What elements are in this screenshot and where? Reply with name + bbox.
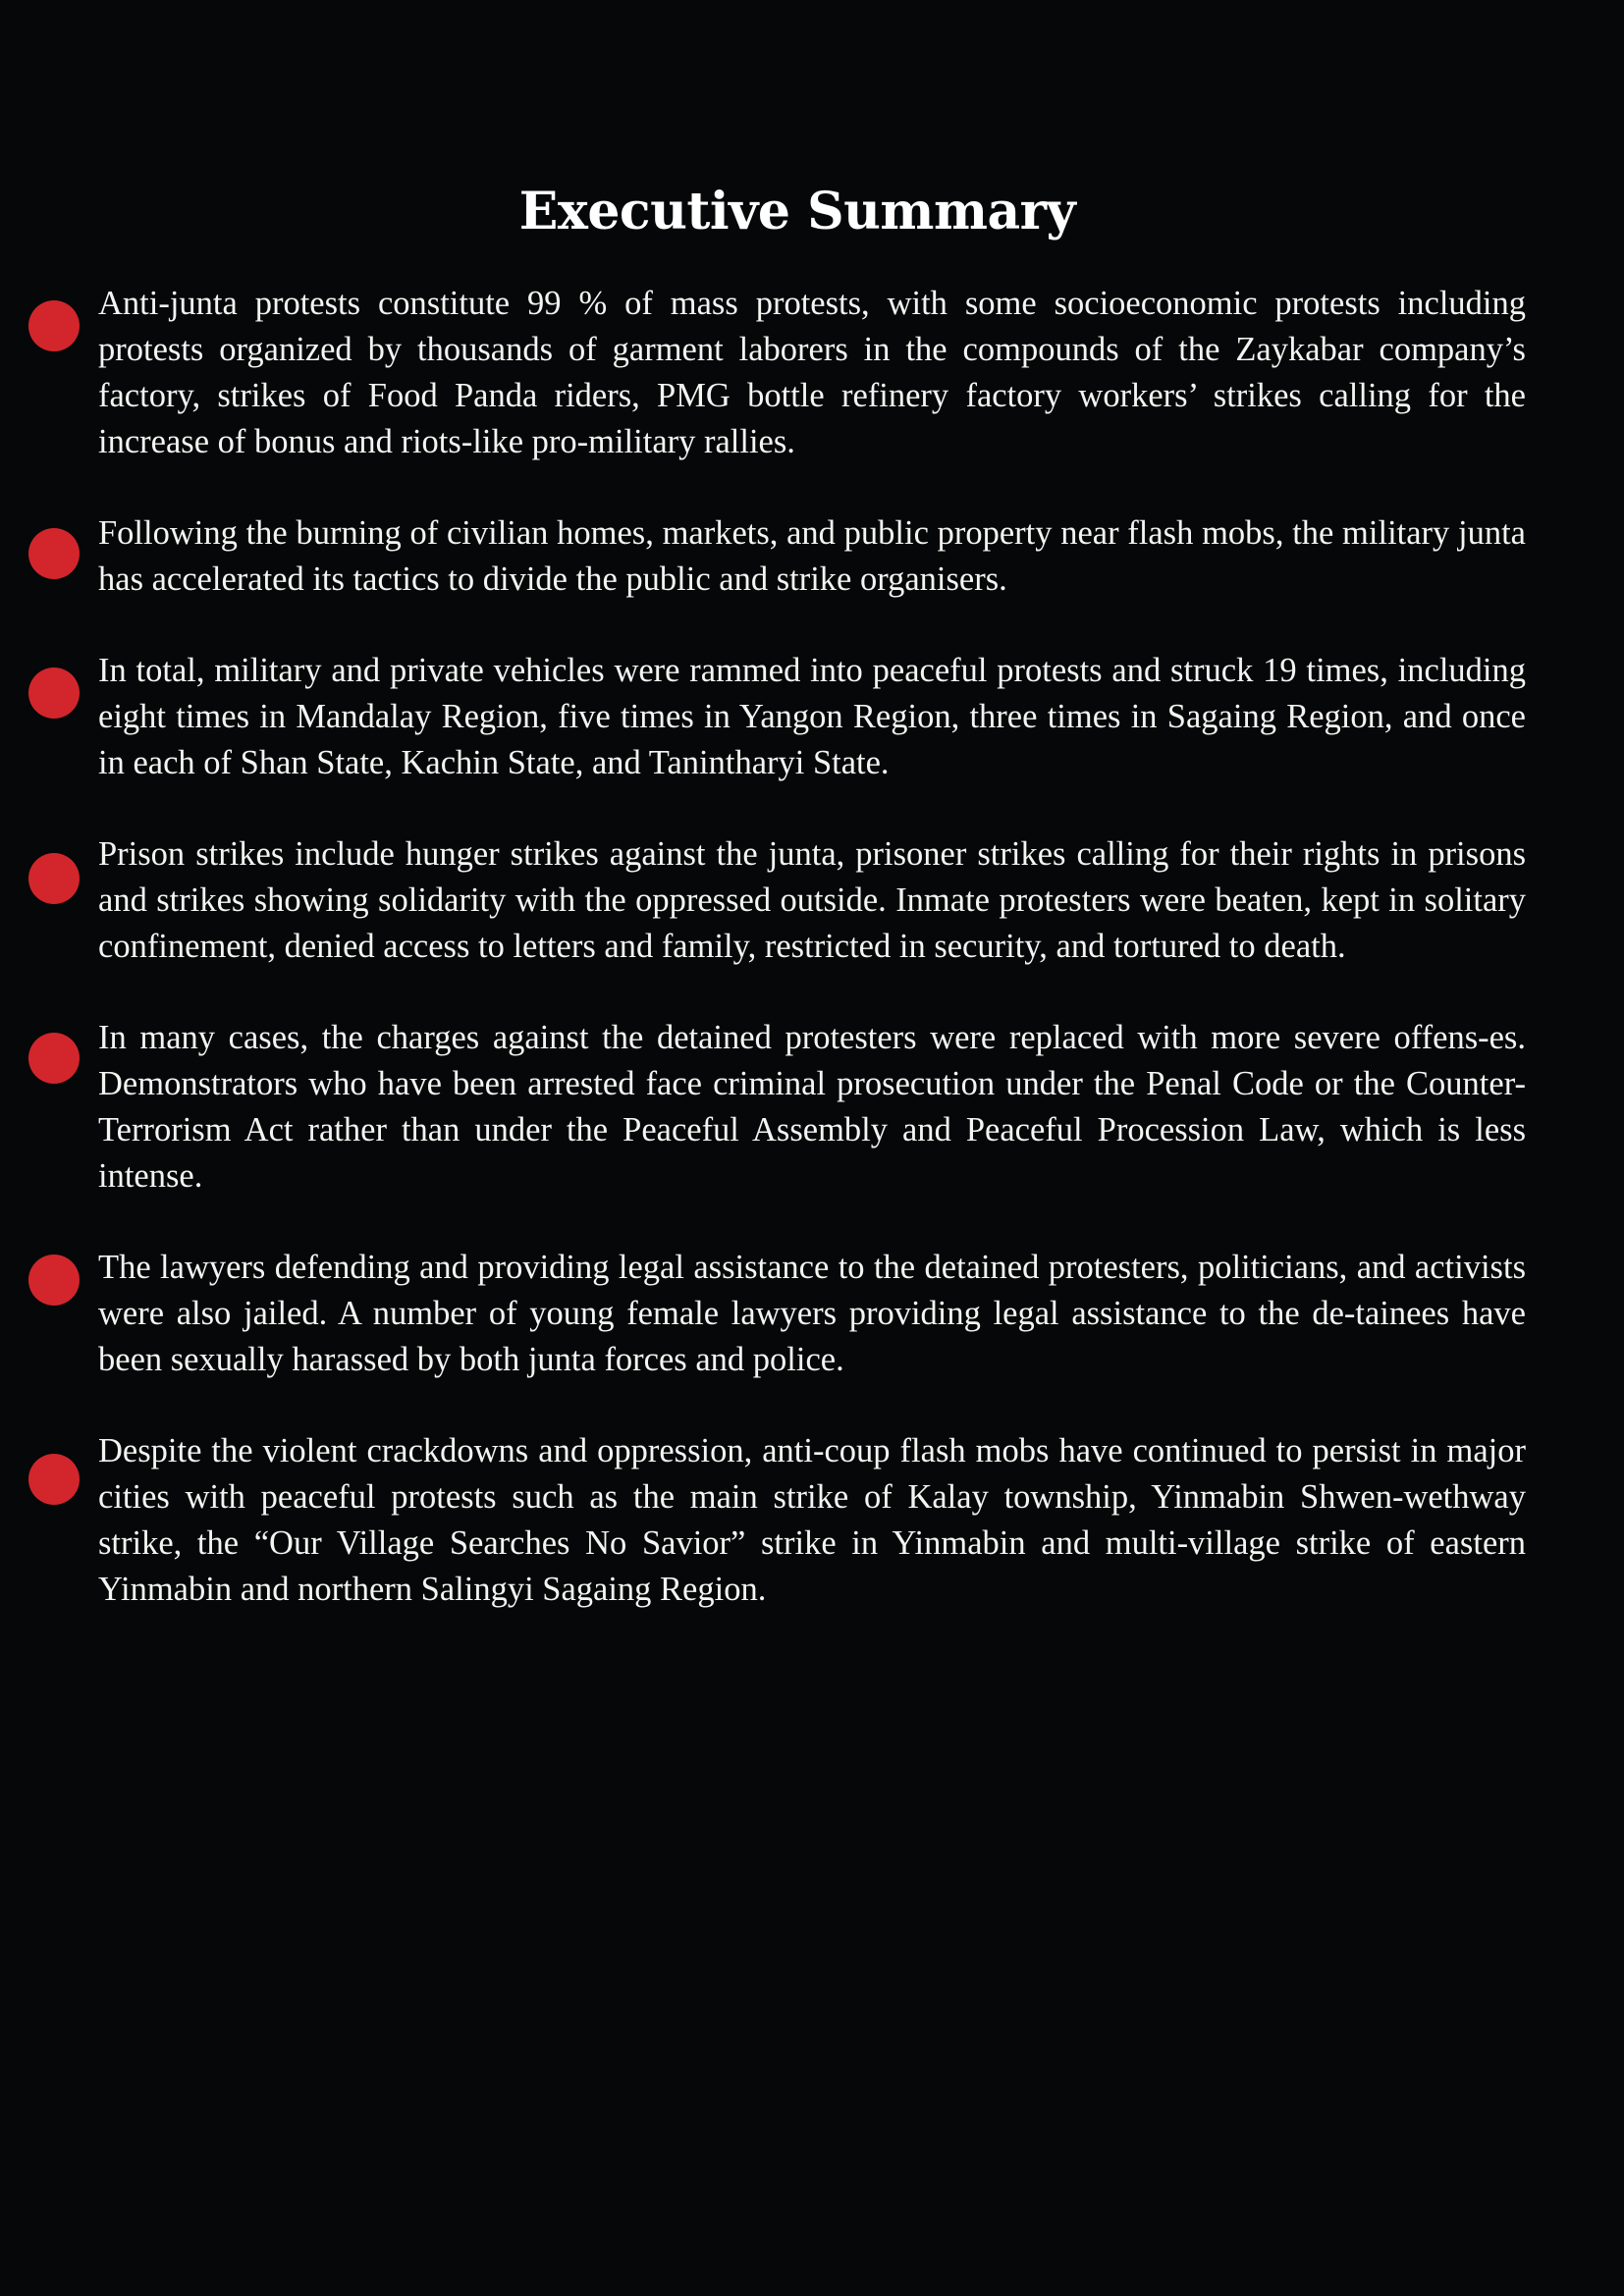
summary-bullet-item bbox=[0, 281, 1624, 465]
summary-bullet-item bbox=[0, 1428, 1624, 1613]
page-title: Executive Summary bbox=[518, 182, 1076, 241]
summary-bullet-text: In many cases, the charges against the detained protesters were replaced with more severe offens-es. Demonstrators who have been arrested face criminal prosecution under the Penal Code or the Counter-Terrorism Act rather than under the Peaceful Assembly and Peaceful Procession Law, which is less intense. bbox=[98, 1019, 1526, 1195]
summary-bullet-item bbox=[0, 1245, 1624, 1383]
red-bullet-dot-icon bbox=[28, 667, 80, 719]
summary-bullet-text: Prison strikes include hunger strikes against the junta, prisoner strikes calling for their rights in prisons and strikes showing solidarity with the oppressed outside. Inmate protesters were beaten, kept in solitary confinement, denied access to letters and family, restricted in security, and tortured to death. bbox=[98, 835, 1526, 965]
red-bullet-dot-icon bbox=[28, 1454, 80, 1505]
summary-bullet-item bbox=[0, 648, 1624, 786]
summary-bullet-item bbox=[0, 1015, 1624, 1200]
summary-bullet-text: Following the burning of civilian homes, markets, and public property near flash mobs, the military junta has accelerated its tactics to divide the public and strike organisers. bbox=[98, 514, 1526, 598]
summary-bullet-text: In total, military and private vehicles were rammed into peaceful protests and struck 19 times, including eight times in Mandalay Region, five times in Yangon Region, three times in Sagaing Region, and once in each of Shan State, Kachin State, and Tanintharyi State. bbox=[98, 652, 1526, 781]
summary-bullet-item bbox=[0, 831, 1624, 970]
red-bullet-dot-icon bbox=[28, 853, 80, 904]
red-bullet-dot-icon bbox=[28, 1255, 80, 1306]
summary-bullet-text: Anti-junta protests constitute 99 % of mass protests, with some socioeconomic protests including protests organized by thousands of garment laborers in the compounds of the Zaykabar company’s factory, strikes of Food Panda riders, PMG bottle refinery factory workers’ strikes calling for the increase of bonus and riots-like pro-military rallies. bbox=[98, 285, 1526, 460]
summary-bullet-list bbox=[0, 281, 1624, 1658]
red-bullet-dot-icon bbox=[28, 1033, 80, 1084]
summary-bullet-text: The lawyers defending and providing legal assistance to the detained protesters, politicians, and activists were also jailed. A number of young female lawyers providing legal assistance to the de-tainees have been sexually harassed by both junta forces and police. bbox=[98, 1249, 1526, 1378]
red-bullet-dot-icon bbox=[28, 528, 80, 579]
summary-bullet-text: Despite the violent crackdowns and oppression, anti-coup flash mobs have continued to persist in major cities with peaceful protests such as the main strike of Kalay township, Yinmabin Shwen-wethway strike, the “Our Village Searches No Savior” strike in Yinmabin and multi-village strike of eastern Yinmabin and northern Salingyi Sagaing Region. bbox=[98, 1432, 1526, 1608]
red-bullet-dot-icon bbox=[28, 300, 80, 351]
summary-bullet-item bbox=[0, 510, 1624, 603]
